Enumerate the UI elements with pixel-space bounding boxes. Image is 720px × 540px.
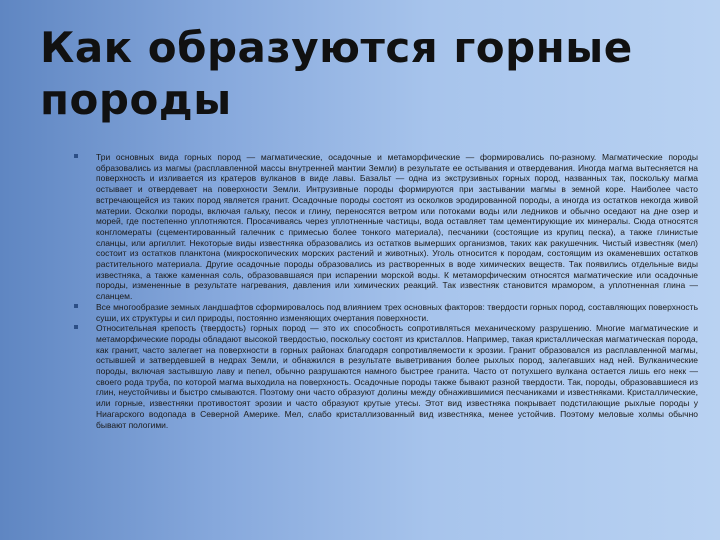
bullet-text: Относительная крепость (твердость) горных пород — это их способность сопротивляться механическому разрушению. Многие магматические и метаморфические породы обладают высокой твердостью, поскольку состоят из кристаллов. Например, такая кристаллическая магматическая порода, как гранит, часто залегает на поверхности в горных районах благодаря сопротивляемости к эрозии. Гранит образовался из расплавленной магмы, остывшей и затвердевшей в недрах Земли, и обнажился в результате выветривания более рыхлых пород, залегавших над ней. Вулканические породы, включая застывшую лаву и пепел, обычно разрушаются намного быстрее гранита. Часто от потухшего вулкана остается лишь его некк — своего рода труба, по которой магма выходила на поверхность. Осадочные породы также бывают разной твердости. Так, породы, образовавшиеся из глин, неустойчивы и быстро смываются. Поэтому они часто образуют долины между обнажившимися песчаниками и известняками. Кристаллические, или горные, известняки противостоят эрозии и часто образуют крутые утесы. Этот вид известняка покрывает подстилающие рыхлые породы у Ниагарского водопада в Северной Америке. Мел, слабо кристаллизованный вид известняка, менее устойчив. Поэтому меловые холмы обычно бывают пологими. (96, 323, 698, 430)
slide-title (40, 22, 700, 126)
square-bullet-icon (74, 154, 78, 158)
bullet-item-landscape-factors (70, 302, 698, 323)
bullet-item-rock-hardness (70, 323, 698, 430)
square-bullet-icon (74, 325, 78, 329)
bullet-item-rock-types (70, 152, 698, 302)
bullet-list (70, 152, 698, 430)
slide-title-line-1: Как образуются горные (40, 23, 633, 72)
slide-title-line-2: породы (40, 75, 232, 124)
bullet-text: Три основных вида горных пород — магматические, осадочные и метаморфические — формировались по-разному. Магматические породы образовались из магмы (расплавленной массы внутренней мантии Земли) в результате ее остывания и отвердевания. Иногда магма вытесняется на поверхность и изливается из кратеров вулканов в виде лавы. Базальт — одна из экструзивных горных пород, названных так, поскольку магма остывает и отвердевает на поверхности Земли. Интрузивные породы формируются при застывании магмы в земной коре. Наиболее часто встречающейся из таких пород является гранит. Осадочные породы состоят из осколков эродированной породы, а иногда из остатков некогда живой материи. Осколки породы, включая гальку, песок и глину, переносятся ветром или потоками воды или ледников и обычно оседают на дне озер и морей, где постепенно уплотняются. Просачиваясь через уплотненные частицы, вода оставляет там цементирующие их минералы. Сюда относятся конгломераты (сцементированный галечник с примесью более тонкого материала), песчаники (состоящие из крупиц песка), а также глинистые сланцы, или аргиллит. Некоторые виды известняка образовались из остатков вымерших организмов, таких как ракушечник. Чистый известняк (мел) состоит из остатков планктона (микроскопических морских растений и животных). Уголь относится к породам, состоящим из окаменевших остатков растительного материала. Другие осадочные породы образовались из растворенных в воде химических веществ. Так появились отдельные виды известняка, а также каменная соль, образовавшаяся при испарении морской воды. К метаморфическим относятся магматические или осадочные породы, измененные в результате нагревания, давления или химических реакций. Так известняк становится мрамором, а уплотненная глина — сланцем. (96, 152, 698, 302)
square-bullet-icon (74, 304, 78, 308)
bullet-text: Все многообразие земных ландшафтов сформировалось под влиянием трех основных факторов: твердости горных пород, составляющих поверхность суши, их структуры и сил природы, постоянно изменяющих очертания поверхности. (96, 301, 698, 323)
